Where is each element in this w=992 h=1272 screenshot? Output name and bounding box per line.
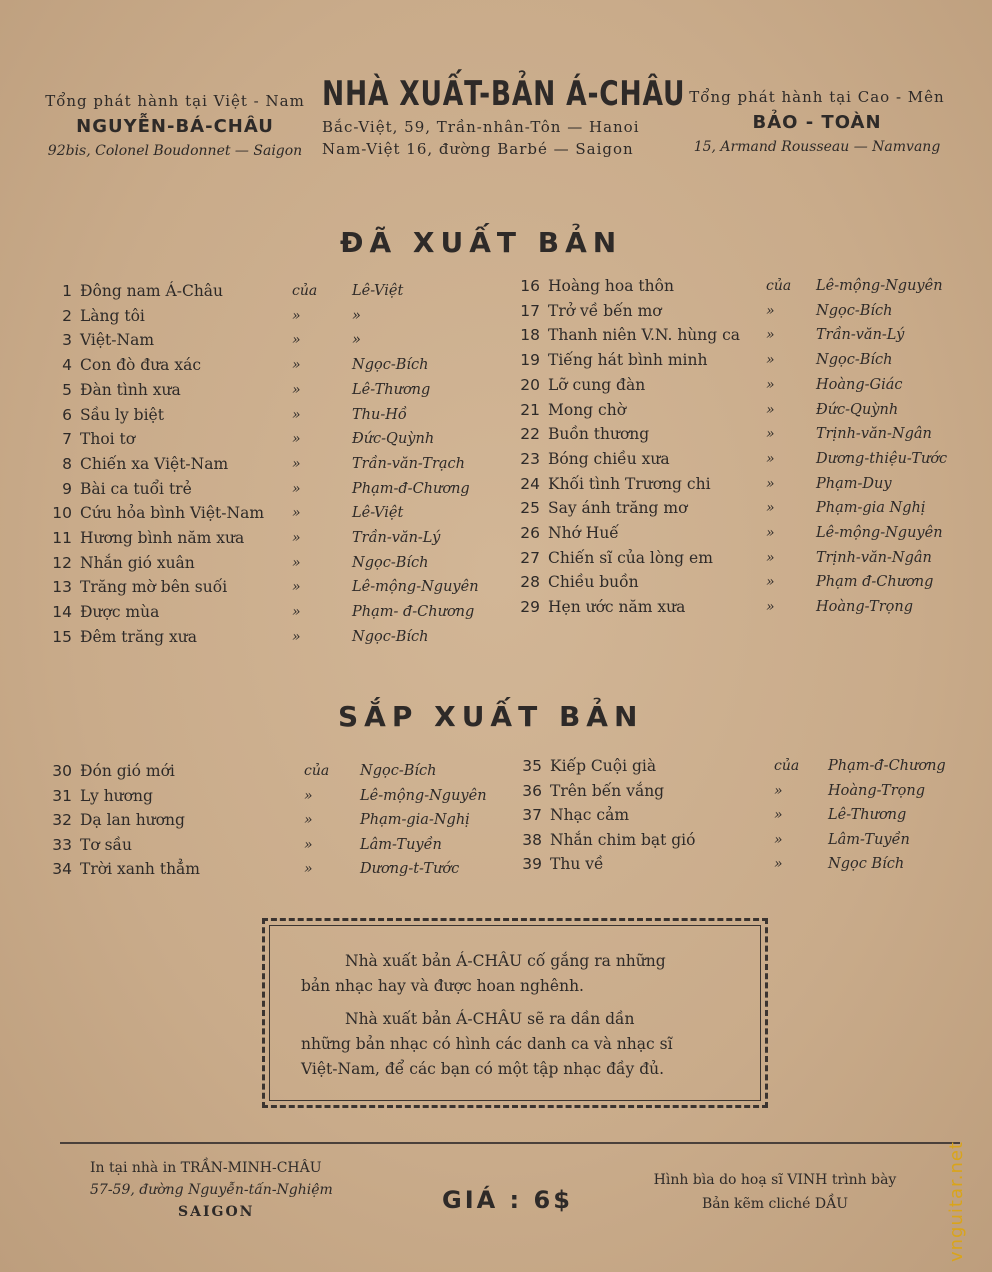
item-of: » — [292, 332, 301, 349]
item-of: » — [766, 327, 775, 344]
item-number: 3 — [62, 331, 72, 350]
item-number: 22 — [520, 425, 540, 444]
item-of: của — [766, 278, 792, 294]
item-number: 6 — [62, 405, 72, 424]
item-of: của — [292, 283, 318, 299]
item-title: Trở về bến mơ — [548, 301, 662, 320]
item-of: » — [766, 376, 775, 393]
list-item — [42, 626, 462, 648]
item-number: 13 — [52, 578, 72, 597]
item-of: của — [304, 763, 330, 779]
item-title: Nhạc cảm — [550, 806, 630, 824]
item-number: 23 — [520, 449, 540, 468]
item-of: » — [292, 307, 301, 324]
list-item — [42, 785, 487, 807]
item-of: » — [292, 554, 301, 571]
item-title: Thanh niên V.N. hùng ca — [548, 326, 741, 345]
cover-line-1: Hình bìa do hoạ sĩ VINH trình bày — [653, 1172, 897, 1188]
item-number: 21 — [520, 400, 540, 419]
item-title: Lỡ cung đàn — [548, 375, 646, 394]
item-title: Say ánh trăng mơ — [548, 499, 688, 518]
item-author: Lê-mộng-Nguyên — [816, 525, 943, 541]
cover-line-2: Bản kẽm cliché DẦU — [701, 1196, 849, 1212]
list-item — [42, 404, 462, 426]
item-of: » — [766, 549, 775, 566]
footer-printer — [90, 1160, 380, 1220]
list-item — [42, 760, 482, 782]
item-number: 18 — [520, 326, 540, 345]
item-of: » — [292, 530, 301, 546]
item-author: Phạm đ-Chương — [816, 574, 934, 591]
item-of: » — [766, 426, 775, 443]
item-author: Ngọc-Bích — [816, 302, 893, 319]
item-number: 8 — [62, 454, 72, 473]
item-title: Thoi tơ — [80, 430, 136, 449]
item-author: Lê-Việt — [352, 505, 404, 522]
item-of: » — [766, 401, 775, 418]
item-of: » — [292, 505, 301, 522]
item-number: 38 — [522, 830, 542, 849]
item-author: Lê-mộng-Nguyên — [816, 278, 943, 294]
list-item — [42, 527, 462, 549]
item-number: 36 — [522, 781, 542, 800]
item-number: 15 — [52, 627, 72, 646]
list-item — [42, 552, 462, 574]
item-author: Phạm- đ-Chương — [352, 604, 475, 621]
list-item — [42, 453, 465, 475]
list-item — [42, 329, 462, 351]
list-item — [42, 354, 462, 376]
item-author: Lâm-Tuyền — [828, 831, 910, 848]
item-of: » — [766, 500, 775, 517]
item-number: 39 — [522, 855, 542, 873]
printer-line-2: 57-59, đường Nguyễn-tấn-Nghiệm — [90, 1182, 333, 1198]
item-title: Nhớ Huế — [548, 524, 619, 542]
item-title: Được mùa — [80, 603, 160, 622]
item-of: » — [292, 357, 301, 374]
list-item — [512, 829, 952, 851]
item-title: Khối tình Trương chi — [548, 474, 711, 493]
printer-line-1: In tại nhà in TRẦN-MINH-CHÂU — [90, 1160, 322, 1176]
item-number: 28 — [520, 573, 540, 592]
footer-cover-credits — [630, 1172, 920, 1212]
item-of: » — [766, 574, 775, 591]
publisher-address-hanoi: Bắc-Việt, 59, Trần-nhân-Tôn — Hanoi — [322, 118, 640, 136]
item-author: Thu-Hồ — [352, 406, 407, 423]
item-number: 2 — [62, 306, 72, 325]
item-title: Cứu hỏa bình Việt-Nam — [80, 504, 265, 523]
distributor-cambodia-name: BẢO - TOÀN — [752, 112, 882, 133]
list-item — [510, 374, 950, 396]
item-author: Đức-Quỳnh — [352, 431, 435, 448]
item-title: Trăng mờ bên suối — [80, 578, 228, 597]
list-item — [510, 473, 950, 495]
item-number: 31 — [52, 786, 72, 805]
item-of: » — [304, 787, 313, 804]
item-author: Ngọc-Bích — [352, 554, 429, 571]
item-number: 9 — [62, 479, 72, 498]
item-number: 17 — [520, 301, 540, 320]
item-number: 34 — [52, 860, 72, 878]
item-number: 35 — [522, 757, 542, 775]
item-author: Lâm-Tuyền — [360, 836, 442, 853]
item-title: Chiến xa Việt-Nam — [80, 454, 229, 473]
item-title: Tơ sầu — [80, 835, 133, 854]
item-of: » — [774, 807, 783, 823]
distributor-cambodia-label: Tổng phát hành tại Cao - Mên — [689, 88, 945, 106]
item-of: » — [304, 812, 313, 828]
item-author: Dương-t-Tước — [360, 861, 460, 877]
item-of: » — [304, 861, 313, 877]
item-author: Ngọc-Bích — [352, 357, 429, 374]
item-title: Hương bình năm xưa — [80, 529, 245, 547]
item-author: Phạm-gia Nghị — [816, 500, 926, 517]
item-of: » — [774, 782, 783, 799]
item-title: Dạ lan hương — [80, 811, 185, 829]
item-number: 30 — [52, 762, 72, 780]
list-item — [42, 601, 475, 623]
list-item — [42, 478, 470, 500]
item-title: Trên bến vắng — [550, 781, 665, 800]
item-title: Đêm trăng xưa — [80, 627, 197, 646]
watermark: vnguitar.net — [946, 1141, 967, 1262]
item-number: 1 — [62, 282, 72, 300]
item-number: 29 — [520, 598, 540, 617]
item-of: của — [774, 758, 800, 774]
notice-line-2c: Việt-Nam, để các bạn có một tập nhạc đầy đủ. — [301, 1060, 665, 1078]
list-item — [42, 428, 462, 450]
item-of: » — [766, 352, 775, 369]
list-item — [510, 399, 950, 421]
item-title: Hẹn ước năm xưa — [548, 598, 686, 617]
item-title: Việt-Nam — [80, 331, 155, 350]
item-title: Đàn tình xưa — [80, 380, 181, 399]
item-number: 11 — [52, 529, 72, 547]
list-item — [510, 497, 950, 519]
item-title: Trời xanh thẳm — [80, 860, 200, 878]
item-number: 7 — [62, 430, 72, 449]
item-title: Thu về — [550, 855, 604, 873]
list-item — [510, 349, 950, 371]
list-item — [510, 571, 950, 593]
footer-divider — [60, 1142, 960, 1144]
item-of: » — [292, 579, 301, 596]
price: GIÁ : 6$ — [442, 1186, 573, 1214]
item-number: 16 — [520, 277, 540, 295]
list-item — [512, 853, 952, 875]
item-number: 33 — [52, 835, 72, 854]
list-item — [42, 280, 462, 302]
item-of: » — [292, 431, 301, 448]
item-author: Lê-Việt — [352, 283, 404, 299]
item-number: 14 — [52, 603, 72, 622]
list-item — [510, 300, 950, 322]
item-author: Lê-Thương — [352, 381, 431, 398]
item-of: » — [304, 836, 313, 853]
item-author: Phạm-đ-Chương — [352, 480, 470, 497]
item-of: » — [292, 628, 301, 645]
list-item — [42, 502, 462, 524]
item-of: » — [292, 604, 301, 621]
distributor-vn-name: NGUYỄN-BÁ-CHÂU — [76, 116, 274, 137]
item-author: Đức-Quỳnh — [816, 401, 899, 418]
item-title: Nhắn gió xuân — [80, 553, 195, 572]
item-title: Chiều buồn — [548, 573, 639, 592]
item-of: » — [766, 599, 775, 616]
item-title: Đông nam Á-Châu — [80, 282, 224, 300]
item-author: Ngọc-Bích — [816, 352, 893, 369]
item-author: Phạm-đ-Chương — [828, 758, 946, 774]
notice-line-2a: Nhà xuất bản Á-CHÂU sẽ ra dần dần — [345, 1010, 635, 1028]
publisher-name: NHÀ XUẤT-BẢN Á-CHÂU — [322, 74, 686, 114]
list-item — [512, 780, 952, 802]
item-author: Trần-văn-Lý — [352, 530, 441, 546]
item-title: Hoàng hoa thôn — [548, 277, 674, 295]
item-author: » — [352, 307, 361, 324]
item-of: » — [774, 831, 783, 848]
item-of: » — [766, 475, 775, 492]
item-author: Ngọc-Bích — [352, 628, 429, 645]
item-number: 4 — [62, 356, 72, 375]
item-title: Ly hương — [80, 786, 153, 805]
item-number: 20 — [520, 375, 540, 394]
header-right — [682, 88, 952, 155]
notice-line-1b: bản nhạc hay và được hoan nghênh. — [301, 977, 584, 995]
notice-line-1a: Nhà xuất bản Á-CHÂU cố gắng ra những — [345, 952, 666, 970]
item-of: » — [292, 480, 301, 497]
list-item — [512, 804, 952, 826]
list-item — [510, 423, 950, 445]
item-author: Ngọc Bích — [828, 856, 905, 872]
item-number: 26 — [520, 524, 540, 542]
item-author: Lê-Thương — [828, 807, 907, 823]
item-of: » — [292, 381, 301, 398]
item-number: 37 — [522, 806, 542, 824]
item-author: Trần-văn-Lý — [816, 327, 905, 344]
item-title: Buồn thương — [548, 425, 650, 444]
item-title: Kiếp Cuội già — [550, 757, 657, 775]
item-of: » — [292, 455, 301, 472]
notice-line-2b: những bản nhạc có hình các danh ca và nhạc sĩ — [301, 1035, 673, 1053]
distributor-vn-label: Tổng phát hành tại Việt - Nam — [45, 92, 305, 110]
publisher-address-saigon: Nam-Việt 16, đường Barbé — Saigon — [322, 140, 634, 158]
item-author: Lê-mộng-Nguyên — [360, 787, 487, 804]
list-item — [42, 305, 462, 327]
list-item — [510, 275, 950, 297]
item-author: Lê-mộng-Nguyên — [352, 579, 479, 596]
item-title: Đón gió mới — [80, 762, 175, 780]
item-author: Hoàng-Trọng — [828, 782, 925, 799]
list-item — [42, 379, 462, 401]
item-author: » — [352, 332, 361, 349]
list-item — [510, 324, 950, 346]
item-author: Phạm-Duy — [816, 475, 892, 492]
item-author: Dương-thiệu-Tước — [816, 450, 948, 467]
item-author: Trịnh-văn-Ngân — [816, 549, 932, 566]
item-of: » — [774, 856, 783, 872]
item-of: » — [292, 406, 301, 423]
item-title: Nhắn chim bạt gió — [550, 830, 696, 849]
list-item — [510, 448, 950, 470]
item-author: Trần-văn-Trạch — [352, 455, 465, 472]
distributor-vn-address: 92bis, Colonel Boudonnet — Saigon — [47, 143, 303, 159]
item-of: » — [766, 525, 775, 541]
upcoming-section-title: SẮP XUẤT BẢN — [338, 700, 644, 733]
list-item — [42, 576, 479, 598]
item-author: Ngọc-Bích — [360, 763, 437, 779]
item-title: Con đò đưa xác — [80, 356, 202, 375]
list-item — [512, 755, 952, 777]
list-item — [42, 809, 482, 831]
item-number: 12 — [52, 553, 72, 572]
header-center — [322, 74, 686, 158]
notice-box — [262, 918, 768, 1108]
item-title: Bóng chiều xưa — [548, 449, 670, 468]
printer-line-3: SAIGON — [178, 1204, 255, 1220]
item-title: Sầu ly biệt — [80, 405, 164, 424]
item-number: 32 — [52, 811, 72, 829]
distributor-cambodia-address: 15, Armand Rousseau — Namvang — [693, 139, 941, 155]
item-title: Làng tôi — [80, 306, 145, 325]
item-number: 24 — [520, 474, 540, 493]
item-title: Chiến sĩ của lòng em — [548, 548, 713, 567]
list-item — [510, 522, 950, 544]
list-item — [42, 858, 482, 880]
item-title: Mong chờ — [548, 400, 627, 419]
item-author: Hoàng-Giác — [816, 376, 903, 393]
item-author: Hoàng-Trọng — [816, 599, 913, 616]
list-item — [42, 834, 482, 856]
item-author: Phạm-gia-Nghị — [360, 812, 470, 828]
list-item — [510, 596, 950, 618]
item-of: » — [766, 302, 775, 319]
item-title: Tiếng hát bình minh — [548, 351, 708, 370]
item-author: Trịnh-văn-Ngân — [816, 426, 932, 443]
item-number: 27 — [520, 548, 540, 567]
item-title: Bài ca tuổi trẻ — [80, 479, 192, 498]
list-item — [510, 547, 950, 569]
item-number: 19 — [520, 351, 540, 370]
item-number: 25 — [520, 499, 540, 518]
item-number: 10 — [52, 504, 72, 523]
header-left — [40, 92, 310, 159]
item-number: 5 — [62, 380, 72, 399]
published-section-title: ĐÃ XUẤT BẢN — [340, 226, 623, 259]
item-of: » — [766, 450, 775, 467]
